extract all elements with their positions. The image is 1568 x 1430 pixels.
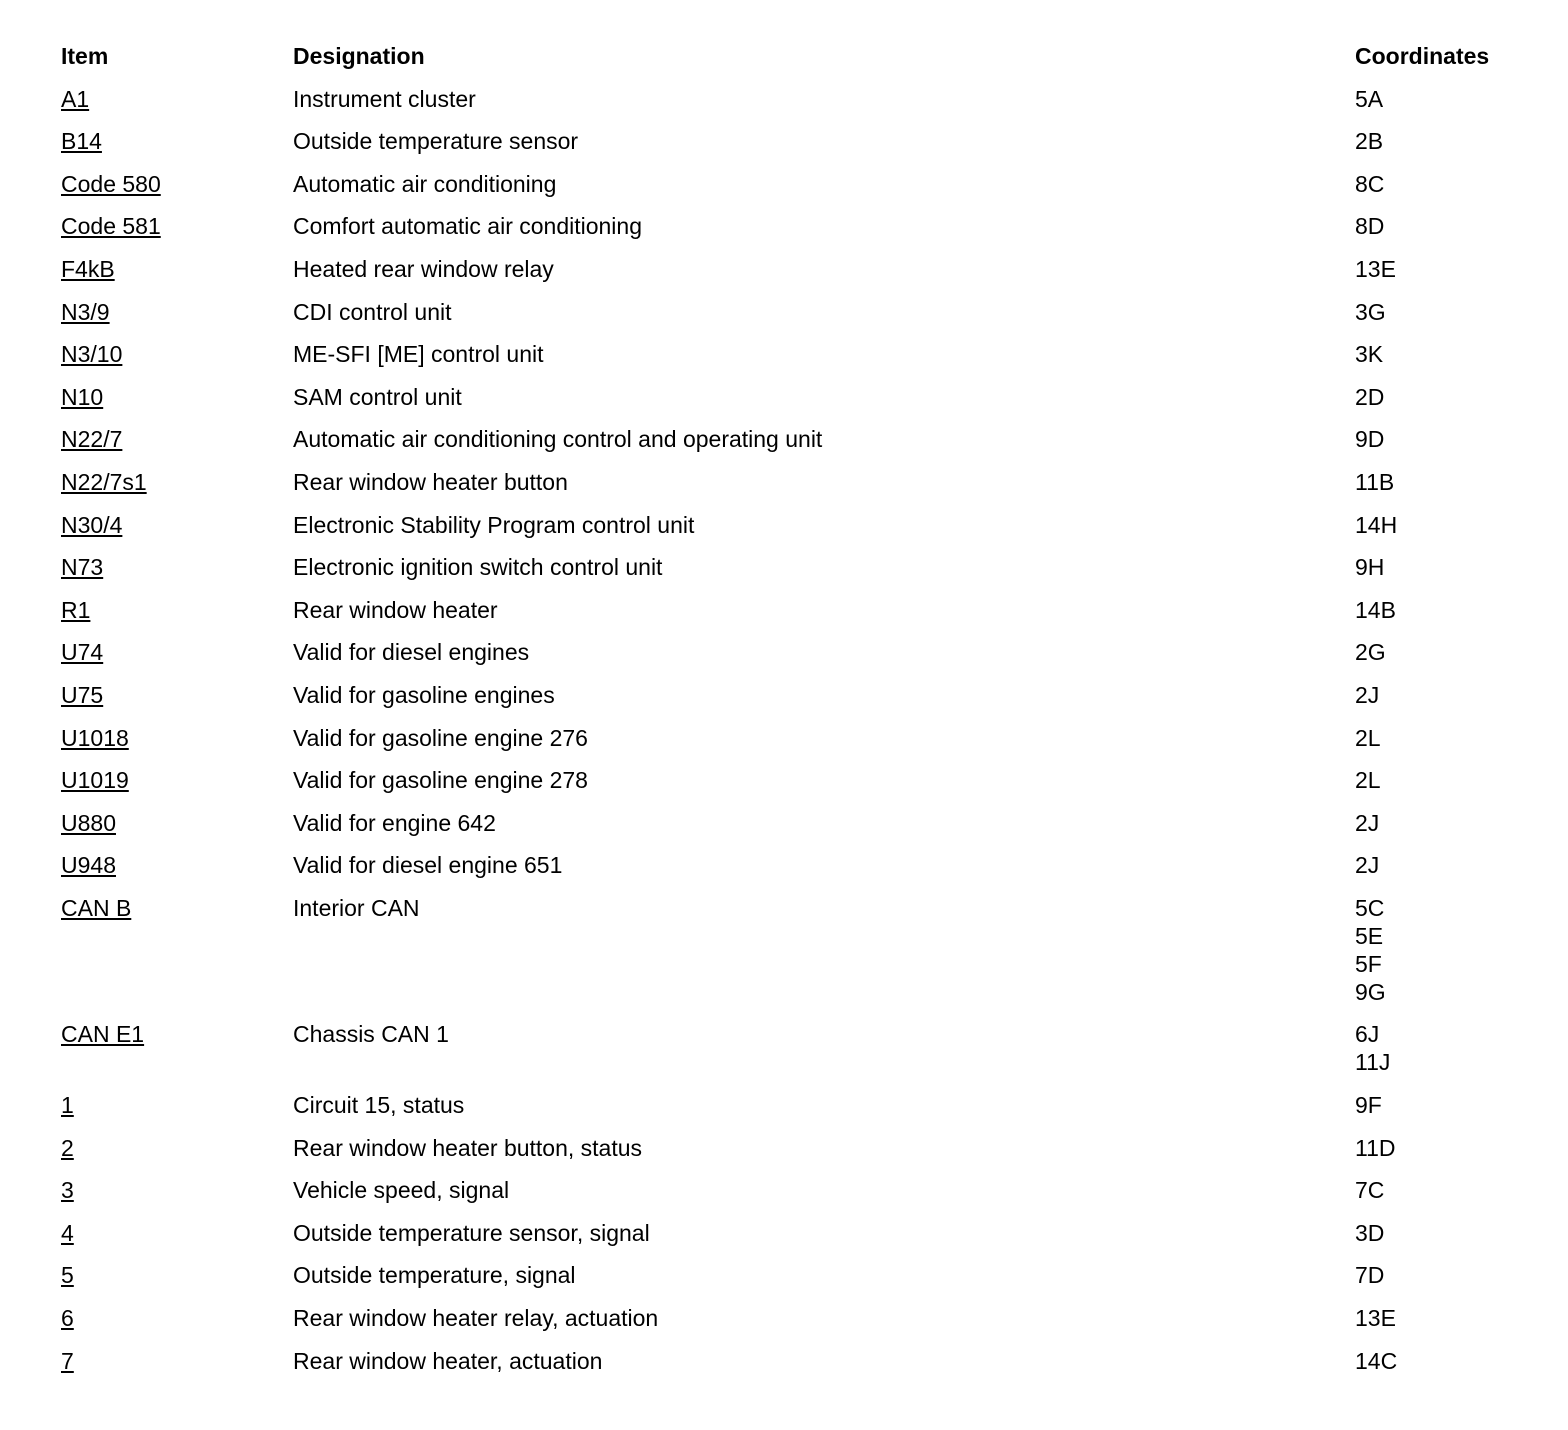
coordinates-cell	[1355, 638, 1521, 666]
coordinates-cell	[1355, 1304, 1521, 1332]
coordinates-cell	[1355, 809, 1521, 837]
coordinates-cell	[1355, 468, 1521, 496]
item-cell	[61, 255, 293, 283]
designation-cell: Comfort automatic air conditioning	[293, 213, 642, 240]
item-cell	[61, 511, 293, 539]
table-row	[61, 1219, 1521, 1247]
item-link[interactable]: F4kB	[61, 255, 115, 282]
coordinate-value: 6J	[1355, 1021, 1380, 1048]
item-link[interactable]: Code 580	[61, 170, 161, 197]
coordinates-cell	[1355, 1020, 1521, 1076]
designation-cell: Valid for gasoline engine 278	[293, 767, 588, 794]
designation-cell: Automatic air conditioning	[293, 170, 557, 197]
table-row	[61, 383, 1521, 411]
table-row	[61, 1304, 1521, 1332]
coordinate-value: 14B	[1355, 596, 1396, 623]
item-cell	[61, 1347, 293, 1375]
item-cell	[61, 1304, 293, 1332]
designation-cell: Electronic Stability Program control unit	[293, 511, 695, 538]
table-row	[61, 1347, 1521, 1375]
table-row	[61, 1134, 1521, 1162]
coordinates-cell	[1355, 340, 1521, 368]
item-cell	[61, 724, 293, 752]
item-cell	[61, 170, 293, 198]
designation-cell: Heated rear window relay	[293, 255, 554, 282]
designation-cell: Valid for gasoline engines	[293, 681, 555, 708]
item-link[interactable]: B14	[61, 128, 102, 155]
item-link[interactable]: 1	[61, 1092, 74, 1119]
designation-cell: Outside temperature sensor	[293, 128, 579, 155]
table-row	[61, 1176, 1521, 1204]
designation-cell: Interior CAN	[293, 894, 420, 921]
table-row	[61, 1261, 1521, 1289]
item-link[interactable]: 3	[61, 1177, 74, 1204]
item-link[interactable]: N3/9	[61, 298, 110, 325]
coordinate-value: 9F	[1355, 1092, 1382, 1119]
item-link[interactable]: 4	[61, 1219, 74, 1246]
designation-cell: ME-SFI [ME] control unit	[293, 341, 544, 368]
item-link[interactable]: N22/7s1	[61, 468, 147, 495]
coordinates-cell	[1355, 170, 1521, 198]
coordinates-cell	[1355, 1261, 1521, 1289]
coordinate-value: 8D	[1355, 213, 1385, 240]
legend-header-row	[61, 42, 1521, 70]
coordinate-value: 9G	[1355, 978, 1386, 1005]
designation-cell: Electronic ignition switch control unit	[293, 554, 663, 581]
designation-cell: CDI control unit	[293, 298, 452, 325]
coordinates-cell	[1355, 425, 1521, 453]
designation-cell: Outside temperature, signal	[293, 1262, 576, 1289]
item-cell	[61, 1261, 293, 1289]
item-cell	[61, 425, 293, 453]
table-row	[61, 255, 1521, 283]
table-row	[61, 766, 1521, 794]
item-cell	[61, 468, 293, 496]
coordinates-cell	[1355, 851, 1521, 879]
coordinates-cell	[1355, 1219, 1521, 1247]
designation-cell: Valid for engine 642	[293, 809, 496, 836]
coordinates-cell	[1355, 553, 1521, 581]
table-row	[61, 681, 1521, 709]
coordinates-column-header: Coordinates	[1355, 43, 1490, 69]
designation-cell: Rear window heater button, status	[293, 1134, 643, 1161]
item-link[interactable]: U1019	[61, 767, 129, 794]
coordinates-cell	[1355, 766, 1521, 794]
table-row	[61, 298, 1521, 326]
designation-cell: Valid for gasoline engine 276	[293, 724, 588, 751]
item-link[interactable]: 6	[61, 1305, 74, 1332]
item-cell	[61, 1176, 293, 1204]
coordinate-value: 5E	[1355, 922, 1384, 949]
table-row	[61, 85, 1521, 113]
designation-cell: Rear window heater button	[293, 468, 568, 495]
coordinate-value: 13E	[1355, 255, 1396, 282]
coordinate-value: 2J	[1355, 809, 1380, 836]
coordinate-value: 3K	[1355, 341, 1384, 368]
coordinate-value: 13E	[1355, 1305, 1396, 1332]
table-row	[61, 1020, 1521, 1076]
item-cell	[61, 212, 293, 240]
coordinate-value: 9H	[1355, 554, 1385, 581]
table-row	[61, 511, 1521, 539]
item-link[interactable]: 5	[61, 1262, 74, 1289]
table-row	[61, 894, 1521, 1006]
item-link[interactable]: U74	[61, 639, 104, 666]
item-cell	[61, 596, 293, 624]
item-link[interactable]: Code 581	[61, 213, 161, 240]
coordinate-value: 2L	[1355, 724, 1381, 751]
coordinates-cell	[1355, 596, 1521, 624]
coordinates-cell	[1355, 724, 1521, 752]
coordinate-value: 14H	[1355, 511, 1398, 538]
coordinate-value: 7C	[1355, 1177, 1385, 1204]
item-cell	[61, 766, 293, 794]
item-link[interactable]: N10	[61, 383, 104, 410]
designation-cell: Rear window heater relay, actuation	[293, 1305, 659, 1332]
table-row	[61, 468, 1521, 496]
coordinates-cell	[1355, 127, 1521, 155]
item-link[interactable]: U880	[61, 809, 116, 836]
coordinate-value: 2G	[1355, 639, 1386, 666]
coordinate-value: 5A	[1355, 85, 1384, 112]
item-cell	[61, 1091, 293, 1119]
coordinates-cell	[1355, 1091, 1521, 1119]
item-link[interactable]: N3/10	[61, 341, 123, 368]
item-cell	[61, 553, 293, 581]
item-cell	[61, 638, 293, 666]
table-row	[61, 851, 1521, 879]
coordinate-value: 5F	[1355, 950, 1382, 977]
coordinate-value: 2J	[1355, 681, 1380, 708]
coordinates-cell	[1355, 681, 1521, 709]
item-link[interactable]: A1	[61, 85, 90, 112]
item-link[interactable]: CAN E1	[61, 1021, 145, 1048]
coordinates-cell	[1355, 85, 1521, 113]
coordinate-value: 3D	[1355, 1219, 1385, 1246]
item-cell	[61, 809, 293, 837]
item-cell	[61, 1020, 293, 1048]
item-cell	[61, 298, 293, 326]
coordinate-value: 3G	[1355, 298, 1386, 325]
item-link[interactable]: 7	[61, 1347, 74, 1374]
table-row	[61, 425, 1521, 453]
designation-cell: Valid for diesel engines	[293, 639, 530, 666]
coordinate-value: 5C	[1355, 894, 1385, 921]
table-row	[61, 809, 1521, 837]
table-row	[61, 1091, 1521, 1119]
coordinate-value: 11J	[1355, 1049, 1391, 1076]
coordinates-cell	[1355, 1134, 1521, 1162]
item-link[interactable]: N30/4	[61, 511, 123, 538]
coordinates-cell	[1355, 1347, 1521, 1375]
table-row	[61, 212, 1521, 240]
item-link[interactable]: N73	[61, 554, 104, 581]
item-link[interactable]: U75	[61, 681, 104, 708]
coordinate-value: 7D	[1355, 1262, 1385, 1289]
coordinate-value: 11D	[1355, 1134, 1396, 1161]
item-link[interactable]: N22/7	[61, 426, 123, 453]
item-link[interactable]: 2	[61, 1134, 74, 1161]
table-row	[61, 638, 1521, 666]
coordinates-cell	[1355, 298, 1521, 326]
coordinates-cell	[1355, 511, 1521, 539]
coordinate-value: 2D	[1355, 383, 1385, 410]
coordinate-value: 11B	[1355, 468, 1395, 495]
coordinate-value: 2B	[1355, 128, 1384, 155]
table-row	[61, 553, 1521, 581]
table-row	[61, 170, 1521, 198]
designation-cell: SAM control unit	[293, 383, 462, 410]
item-cell	[61, 383, 293, 411]
item-cell	[61, 1134, 293, 1162]
coordinate-value: 2L	[1355, 767, 1381, 794]
designation-cell: Instrument cluster	[293, 85, 476, 112]
coordinates-cell	[1355, 1176, 1521, 1204]
coordinate-value: 9D	[1355, 426, 1385, 453]
coordinates-cell	[1355, 255, 1521, 283]
designation-column-header: Designation	[293, 43, 425, 69]
designation-cell: Vehicle speed, signal	[293, 1177, 510, 1204]
item-cell	[61, 85, 293, 113]
item-cell	[61, 1219, 293, 1247]
designation-cell: Circuit 15, status	[293, 1092, 465, 1119]
designation-cell: Automatic air conditioning control and operating unit	[293, 426, 823, 453]
item-cell	[61, 851, 293, 879]
item-link[interactable]: U1018	[61, 724, 129, 751]
item-cell	[61, 127, 293, 155]
table-row	[61, 596, 1521, 624]
legend-rows	[61, 85, 1521, 1375]
item-cell	[61, 681, 293, 709]
item-cell	[61, 894, 293, 922]
legend-table	[61, 42, 1521, 1389]
coordinates-cell	[1355, 212, 1521, 240]
item-cell	[61, 340, 293, 368]
table-row	[61, 127, 1521, 155]
item-link[interactable]: R1	[61, 596, 91, 623]
coordinate-value: 2J	[1355, 852, 1380, 879]
designation-cell: Valid for diesel engine 651	[293, 852, 563, 879]
designation-cell: Outside temperature sensor, signal	[293, 1219, 650, 1246]
coordinates-cell	[1355, 383, 1521, 411]
coordinate-value: 8C	[1355, 170, 1385, 197]
coordinates-cell	[1355, 894, 1521, 1006]
item-link[interactable]: U948	[61, 852, 116, 879]
item-link[interactable]: CAN B	[61, 894, 132, 921]
coordinate-value: 14C	[1355, 1347, 1398, 1374]
item-column-header: Item	[61, 43, 109, 69]
designation-cell: Chassis CAN 1	[293, 1021, 449, 1048]
designation-cell: Rear window heater	[293, 596, 498, 623]
table-row	[61, 724, 1521, 752]
designation-cell: Rear window heater, actuation	[293, 1347, 603, 1374]
table-row	[61, 340, 1521, 368]
